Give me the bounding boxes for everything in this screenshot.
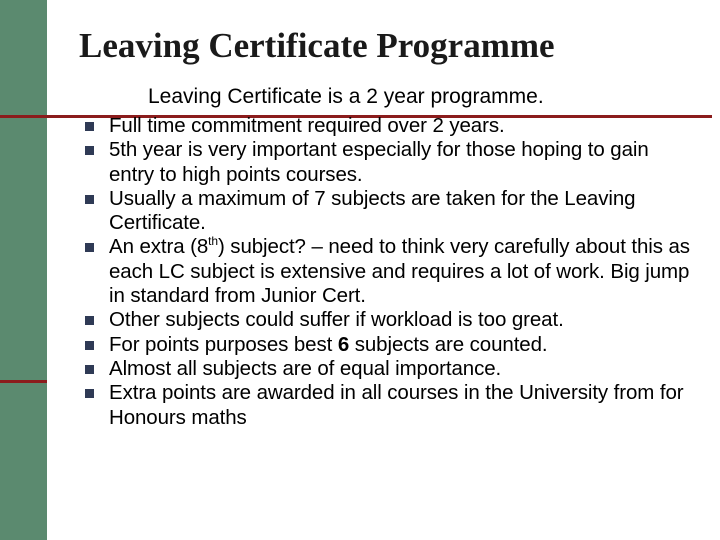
bullet-text-post: ) subject? – need to think very carefully about this as each LC subject is extensive and requires a lot of work. Big jump in standard from Junior Cert.: [109, 235, 690, 308]
bullet-text: Usually a maximum of 7 subjects are taken for the Leaving Certificate.: [109, 186, 636, 235]
bullet-text-post: subjects are counted.: [349, 332, 548, 356]
square-bullet-icon: [85, 341, 94, 350]
square-bullet-icon: [85, 195, 94, 204]
square-bullet-icon: [85, 365, 94, 374]
bullet-item: [84, 308, 694, 332]
bullet-text-pre: An extra (8: [109, 235, 209, 259]
bullet-item: [84, 357, 694, 381]
side-bar: [0, 0, 47, 540]
bullet-text-pre: For points purposes best: [109, 332, 338, 356]
bullet-list: [84, 114, 694, 430]
side-rule: [0, 380, 47, 383]
square-bullet-icon: [85, 389, 94, 398]
bullet-text: 5th year is very important especially for those hoping to gain entry to high points courses.: [109, 138, 649, 186]
bullet-item: [84, 138, 694, 187]
bullet-text: Extra points are awarded in all courses in the University from for Honours maths: [109, 381, 684, 429]
bullet-text: Other subjects could suffer if workload is too great.: [109, 308, 564, 332]
bullet-item: [84, 333, 694, 357]
square-bullet-icon: [85, 243, 94, 252]
square-bullet-icon: [85, 122, 94, 131]
intro-text: Leaving Certificate is a 2 year programme.: [148, 85, 544, 108]
bullet-item: [84, 381, 694, 430]
bullet-text: Full time commitment required over 2 years.: [109, 114, 505, 137]
bullet-text-superscript: th: [208, 234, 218, 249]
bullet-item: [84, 235, 694, 308]
bullet-text-bold: 6: [337, 332, 350, 356]
square-bullet-icon: [85, 316, 94, 325]
bullet-item: [84, 114, 694, 138]
bullet-text: Almost all subjects are of equal importance.: [109, 356, 502, 380]
slide-title: Leaving Certificate Programme: [79, 26, 555, 65]
bullet-item: [84, 187, 694, 236]
square-bullet-icon: [85, 146, 94, 155]
